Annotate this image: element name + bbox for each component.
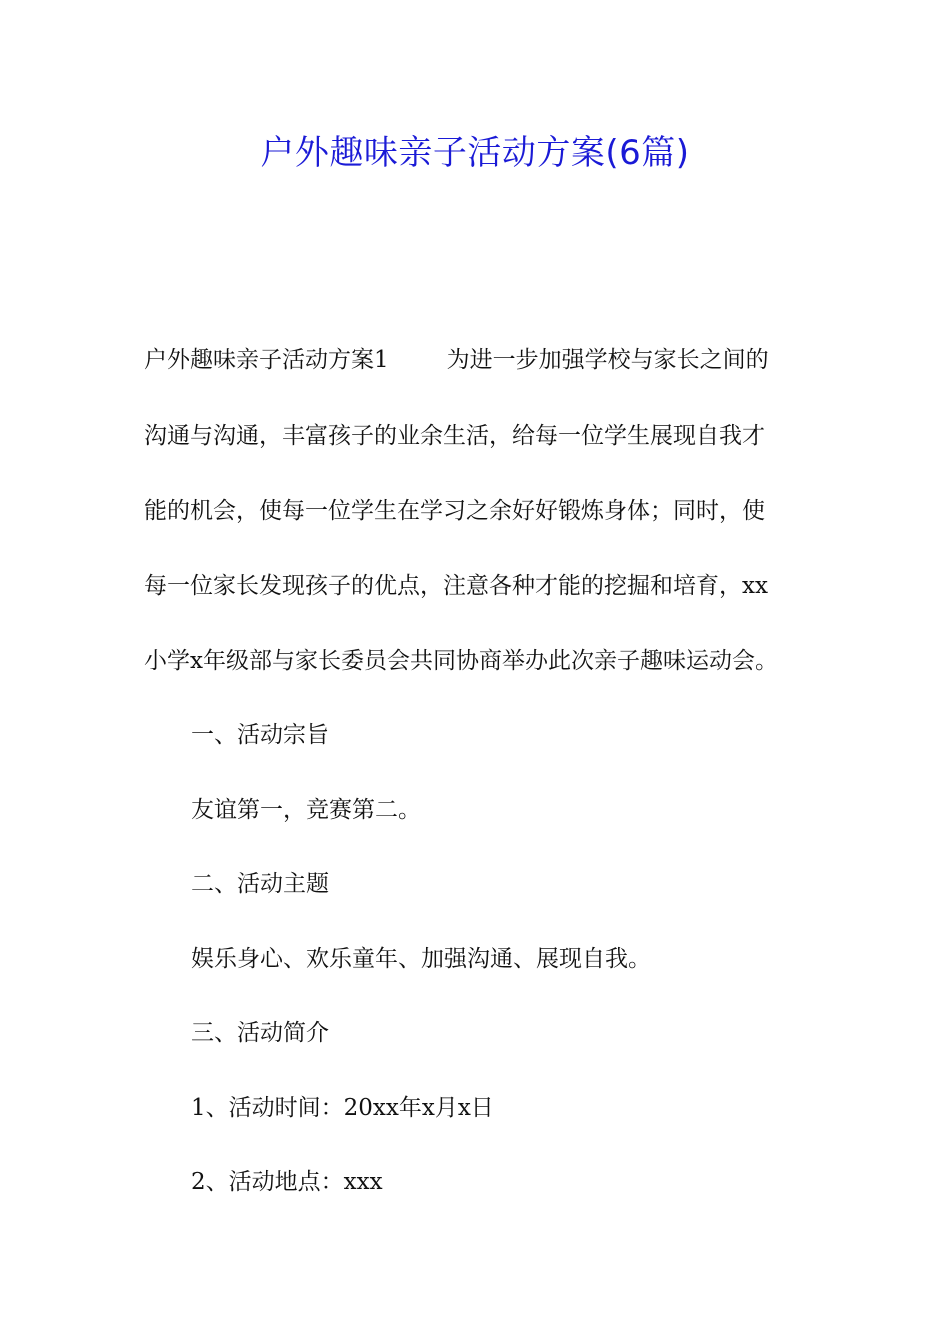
theme-text: 娱乐身心、欢乐童年、加强沟通、展现自我。 [191,946,651,972]
section-heading-purpose: 一、活动宗旨 [191,722,329,748]
paragraph-line-5: 小学x年级部与家长委员会共同协商举办此次亲子趣味运动会。 [144,648,778,674]
plan-heading-1: 户外趣味亲子活动方案1 [144,347,389,373]
paragraph-line-1 [144,342,769,378]
purpose-text: 友谊第一，竞赛第二。 [191,797,421,823]
section-heading-theme: 二、活动主题 [191,871,329,897]
activity-location: 2、活动地点：xxx [191,1169,383,1195]
activity-time: 1、活动时间：20xx年x月x日 [191,1095,494,1121]
paragraph-intro-start: 为进一步加强学校与家长之间的 [446,347,769,373]
paragraph-line-2: 沟通与沟通，丰富孩子的业余生活，给每一位学生展现自我才 [144,423,765,449]
paragraph-line-4: 每一位家长发现孩子的优点，注意各种才能的挖掘和培育，xx [144,573,768,599]
section-heading-intro: 三、活动简介 [191,1020,329,1046]
document-title: 户外趣味亲子活动方案(6篇) [260,133,690,173]
paragraph-line-3: 能的机会，使每一位学生在学习之余好好锻炼身体；同时，使 [144,498,765,524]
